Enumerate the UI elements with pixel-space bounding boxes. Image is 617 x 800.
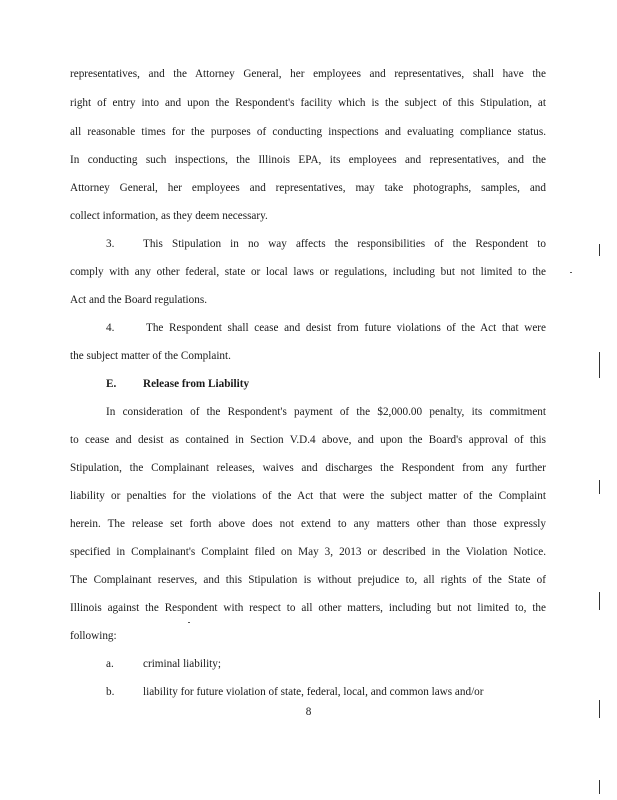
list-item-b-text: liability for future violation of state, federal, local, and common laws and/or xyxy=(143,686,484,698)
scan-mark xyxy=(599,700,600,718)
list-item-a-text: criminal liability; xyxy=(143,658,221,670)
p3-first-line: This Stipulation in no way affects the responsibilities of the Respondent to xyxy=(143,238,546,250)
p1-line-1: representatives, and the Attorney General, her employees and representatives, shall have the xyxy=(70,68,546,80)
p4-number: 4. xyxy=(106,322,115,334)
p4-first-line: The Respondent shall cease and desist from future violations of the Act that were xyxy=(146,322,546,334)
scan-dot xyxy=(570,272,572,273)
p3-line-3: Act and the Board regulations. xyxy=(70,294,208,306)
p5-line-2: to cease and desist as contained in Section V.D.4 above, and upon the Board's approval of this xyxy=(70,434,546,446)
list-item-a-letter: a. xyxy=(106,658,114,670)
section-e-letter: E. xyxy=(106,378,117,390)
section-e-title: Release from Liability xyxy=(143,378,250,390)
p1-line-5: Attorney General, her employees and representatives, may take photographs, samples, and xyxy=(70,182,546,194)
p5-line-7: The Complainant reserves, and this Stipulation is without prejudice to, all rights of the State of xyxy=(70,574,546,586)
p4-line-2: the subject matter of the Complaint. xyxy=(70,350,231,362)
scan-mark xyxy=(599,244,600,256)
scan-mark xyxy=(599,480,600,494)
scan-mark xyxy=(599,592,600,610)
p1-line-2: right of entry into and upon the Respondent's facility which is the subject of this Stipulation, at xyxy=(70,97,546,109)
p1-line-6: collect information, as they deem necessary. xyxy=(70,210,268,222)
list-item-b-letter: b. xyxy=(106,686,115,698)
page-number: 8 xyxy=(305,706,312,718)
p1-line-4: In conducting such inspections, the Illinois EPA, its employees and representatives, and the xyxy=(70,154,546,166)
p5-line-6: specified in Complainant's Complaint filed on May 3, 2013 or described in the Violation Notice. xyxy=(70,546,546,558)
p5-line-9: following: xyxy=(70,630,117,642)
scan-mark xyxy=(599,352,600,378)
p3-number: 3. xyxy=(106,238,115,250)
scan-dot xyxy=(188,622,190,623)
p5-line-4: liability or penalties for the violations of the Act that were the subject matter of the Complaint xyxy=(70,490,546,502)
p1-line-3: all reasonable times for the purposes of conducting inspections and evaluating compliance status. xyxy=(70,126,546,138)
p5-first-line: In consideration of the Respondent's payment of the $2,000.00 penalty, its commitment xyxy=(106,406,546,418)
p5-line-8: Illinois against the Respondent with respect to all other matters, including but not limited to, the xyxy=(70,602,546,614)
p5-line-3: Stipulation, the Complainant releases, waives and discharges the Respondent from any further xyxy=(70,462,546,474)
p5-line-5: herein. The release set forth above does not extend to any matters other than those expressly xyxy=(70,518,546,530)
scan-mark xyxy=(599,780,600,794)
p3-line-2: comply with any other federal, state or local laws or regulations, including but not limited to the xyxy=(70,266,546,278)
